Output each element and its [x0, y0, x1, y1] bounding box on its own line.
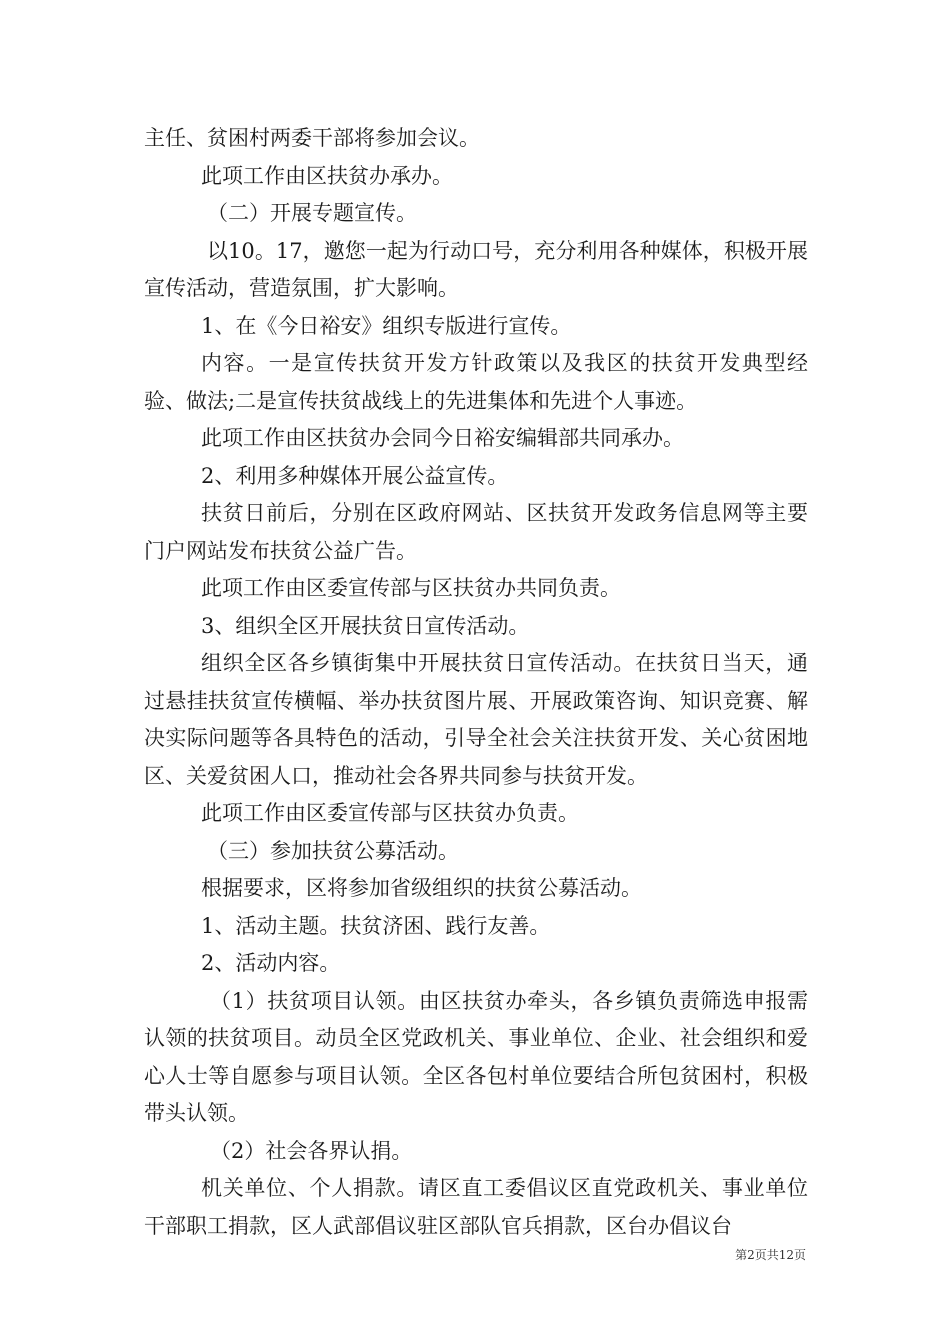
item-heading-2: 2、利用多种媒体开展公益宣传。 — [201, 463, 509, 488]
paragraph-6: 扶贫日前后，分别在区政府网站、区扶贫开发政务信息网等主要门户网站发布扶贫公益广告。 — [144, 501, 808, 563]
paragraph-3: 以10。17，邀您一起为行动口号，充分利用各种媒体，积极开展宣传活动，营造氛围，扩大影响。 — [144, 238, 808, 300]
paragraph-9: 此项工作由区委宣传部与区扶贫办负责。 — [201, 801, 579, 825]
page-number: 第2页共12页 — [735, 1248, 806, 1262]
document-body — [144, 120, 808, 1245]
paragraph-4: 内容。一是宣传扶贫开发方针政策以及我区的扶贫开发典型经验、做法;二是宣传扶贫战线上的先进集体和先进个人事迹。 — [144, 351, 808, 413]
paragraph-7: 此项工作由区委宣传部与区扶贫办共同负责。 — [201, 576, 621, 600]
paragraph-8: 组织全区各乡镇街集中开展扶贫日宣传活动。在扶贫日当天，通过悬挂扶贫宣传横幅、举办扶贫图片展、开展政策咨询、知识竞赛、解决实际问题等各具特色的活动，引导全社会关注扶贫开发、关心贫困地区、关爱贫困人口，推动社会各界共同参与扶贫开发。 — [144, 651, 808, 788]
section-heading-2: （二）开展专题宣传。 — [207, 201, 417, 225]
paragraph-2: 此项工作由区扶贫办承办。 — [201, 163, 453, 188]
paragraph-12: 机关单位、个人捐款。请区直工委倡议区直党政机关、事业单位干部职工捐款，区人武部倡议驻区部队官兵捐款，区台办倡议台 — [144, 1176, 808, 1238]
item-heading-4: 1、活动主题。扶贫济困、践行友善。 — [201, 913, 551, 938]
item-heading-5: 2、活动内容。 — [201, 951, 341, 975]
item-heading-1: 1、在《今日裕安》组织专版进行宣传。 — [201, 313, 572, 338]
item-heading-3: 3、组织全区开展扶贫日宣传活动。 — [201, 613, 530, 638]
section-heading-3: （三）参加扶贫公募活动。 — [207, 838, 459, 863]
sub-item-heading-2: （2）社会各界认捐。 — [210, 1138, 413, 1163]
paragraph-11: （1）扶贫项目认领。由区扶贫办牵头，各乡镇负责筛选申报需认领的扶贫项目。动员全区党政机关、事业单位、企业、社会组织和爱心人士等自愿参与项目认领。全区各包村单位要结合所包贫困村，积极带头认领。 — [144, 988, 808, 1125]
paragraph-10: 根据要求，区将参加省级组织的扶贫公募活动。 — [201, 876, 642, 900]
paragraph-5: 此项工作由区扶贫办会同今日裕安编辑部共同承办。 — [201, 426, 684, 450]
paragraph-1: 主任、贫困村两委干部将参加会议。 — [144, 126, 480, 150]
